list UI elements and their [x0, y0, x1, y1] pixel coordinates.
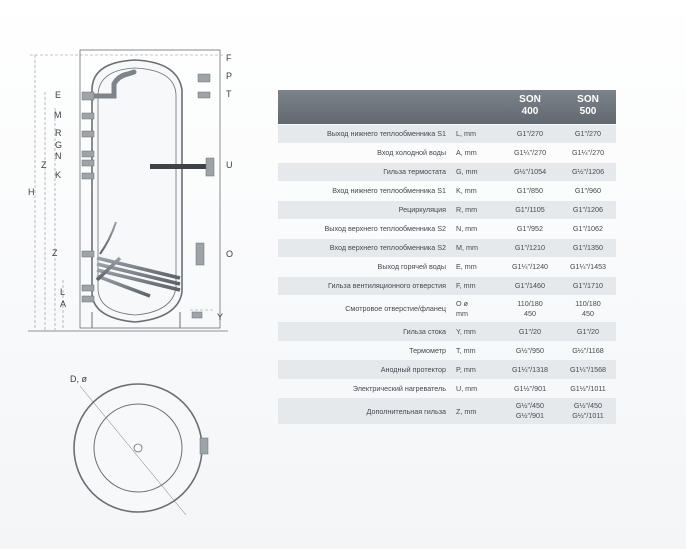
heater-element: [150, 164, 206, 169]
label-h: H: [28, 187, 35, 197]
row-value-400: G1¼"/270: [513, 148, 547, 158]
row-name: Выход горячей воды: [377, 262, 446, 272]
row-value-400: G½"/1054: [513, 167, 547, 177]
row-name: Дополнительная гильза: [366, 406, 446, 416]
row-value-400: G1"/1210: [514, 243, 546, 253]
row-name: Электрический нагреватель: [352, 383, 446, 393]
row-value-500-line1: G½"/450: [573, 401, 603, 410]
header-son500-line2: 500: [579, 106, 597, 117]
row-unit: N, mm: [456, 224, 478, 234]
row-unit: Y, mm: [456, 326, 476, 336]
row-value-500: G1¼"/270: [571, 148, 605, 158]
row-value-500-line1: 110/180: [575, 298, 601, 308]
header-son400: [510, 94, 550, 118]
row-value-400-line1: 110/180: [517, 298, 543, 308]
label-e: E: [55, 90, 62, 100]
row-unit: U, mm: [456, 383, 478, 393]
header-son400-line1: SON: [519, 94, 541, 105]
table-row: [278, 201, 616, 220]
label-n: N: [55, 151, 62, 161]
row-unit-line2: mm: [456, 308, 468, 318]
row-unit: R, mm: [456, 205, 478, 215]
row-value-500: G1"/1206: [572, 205, 604, 215]
table-row: [278, 258, 616, 277]
row-value-400: [504, 296, 556, 322]
row-value-500: G½"/1206: [571, 167, 605, 177]
row-value-500: G1"/20: [576, 326, 600, 336]
header-son500: [568, 94, 608, 118]
row-value-500: G½"/1168: [572, 345, 604, 355]
row-value-400: G1"/952: [516, 224, 544, 234]
row-value-500-line2: 450: [581, 308, 594, 318]
row-name: Рециркуляция: [398, 205, 446, 215]
row-value-400-line1: G½"/450: [515, 401, 545, 410]
row-value-400: G1"/1105: [515, 205, 545, 215]
spec-table-header: [278, 90, 616, 124]
row-unit: L, mm: [456, 129, 476, 139]
row-value-500: G1½"/1011: [570, 383, 606, 393]
row-value-400-line2: G½"/901: [515, 411, 545, 420]
row-name: Анодный протектор: [380, 364, 446, 374]
header-son500-line1: SON: [577, 94, 599, 105]
row-value-400: G1¼"/1240: [511, 262, 549, 272]
label-g: G: [55, 140, 63, 150]
table-row: [278, 144, 616, 163]
table-row: [278, 277, 616, 296]
label-a: A: [60, 299, 67, 309]
row-name: Гильза термостата: [383, 167, 446, 177]
table-row: [278, 125, 616, 144]
label-r: R: [55, 128, 62, 138]
row-value-400-line2: 450: [523, 308, 536, 318]
row-name: Гильза стока: [403, 326, 446, 336]
label-diameter: D, ø: [70, 374, 87, 384]
label-z-upper: Z: [41, 160, 47, 170]
row-name: Вход холодной воды: [377, 148, 446, 158]
row-value-500: G1"/1350: [572, 243, 604, 253]
row-value-400: G1"/270: [516, 129, 544, 139]
row-name: Выход верхнего теплообменника S2: [324, 224, 446, 234]
table-row: [278, 163, 616, 182]
row-value-400: G½"/950: [515, 345, 545, 355]
table-row: [278, 322, 616, 341]
label-f: F: [226, 53, 232, 63]
table-row: [278, 341, 616, 360]
row-value-400: G1¼"/1318: [511, 364, 549, 374]
row-value-400: G1"/20: [518, 326, 542, 336]
table-row: [278, 239, 616, 258]
row-value-400: G1"/850: [516, 186, 544, 196]
row-value-500: [560, 296, 616, 322]
label-m: M: [54, 110, 62, 120]
row-value-500-line2: G½"/1011: [572, 411, 604, 420]
row-value-400: G1½"/901: [513, 383, 547, 393]
table-row: [278, 360, 616, 379]
row-value-500: G1¼"/1568: [569, 364, 607, 374]
tank-drawing: [0, 0, 270, 549]
row-value-500: G1"/1062: [572, 224, 604, 234]
tank-body: [80, 50, 220, 328]
label-l: L: [60, 287, 66, 297]
row-value-500: G1"/270: [574, 129, 602, 139]
row-unit: G, mm: [456, 167, 478, 177]
table-row: [278, 220, 616, 239]
row-unit-line1: O ø: [456, 298, 468, 308]
tank-top-view: [74, 384, 208, 515]
row-unit: Z, mm: [456, 406, 477, 416]
row-unit: F, mm: [456, 281, 476, 291]
table-row: [278, 296, 616, 322]
table-row: [278, 182, 616, 201]
row-value-500: G1"/1710: [572, 281, 604, 291]
row-value-500: G1"/960: [574, 186, 602, 196]
label-k: K: [55, 170, 62, 180]
label-t: T: [226, 89, 232, 99]
row-unit: T, mm: [456, 345, 476, 355]
row-unit: A, mm: [456, 148, 477, 158]
label-o: O: [226, 249, 234, 259]
table-row: [278, 398, 616, 424]
row-name: Вход верхнего теплообменника S2: [329, 243, 446, 253]
row-name: Термометр: [409, 345, 446, 355]
label-p: P: [226, 71, 233, 81]
label-u: U: [226, 160, 233, 170]
row-unit: M, mm: [456, 243, 478, 253]
row-value-500: G1¼"/1453: [569, 262, 607, 272]
row-name: Смотровое отверстие/фланец: [345, 304, 446, 313]
row-value-400: G1"/1460: [514, 281, 546, 291]
table-row: [278, 379, 616, 398]
row-unit: [456, 296, 502, 322]
label-z-lower: Z: [52, 248, 58, 258]
spec-table: [278, 90, 616, 424]
row-value-400: [504, 398, 556, 424]
row-name: Вход нижнего теплообменника S1: [332, 186, 446, 196]
row-unit: P, mm: [456, 364, 476, 374]
row-name: Выход нижнего теплообменника S1: [326, 129, 446, 139]
label-y: Y: [217, 312, 224, 322]
row-unit: E, mm: [456, 262, 477, 272]
row-value-500: [560, 398, 616, 424]
row-unit: K, mm: [456, 186, 477, 196]
row-name: Гильза вентиляционного отверстия: [327, 281, 446, 291]
header-son400-line2: 400: [521, 106, 539, 117]
